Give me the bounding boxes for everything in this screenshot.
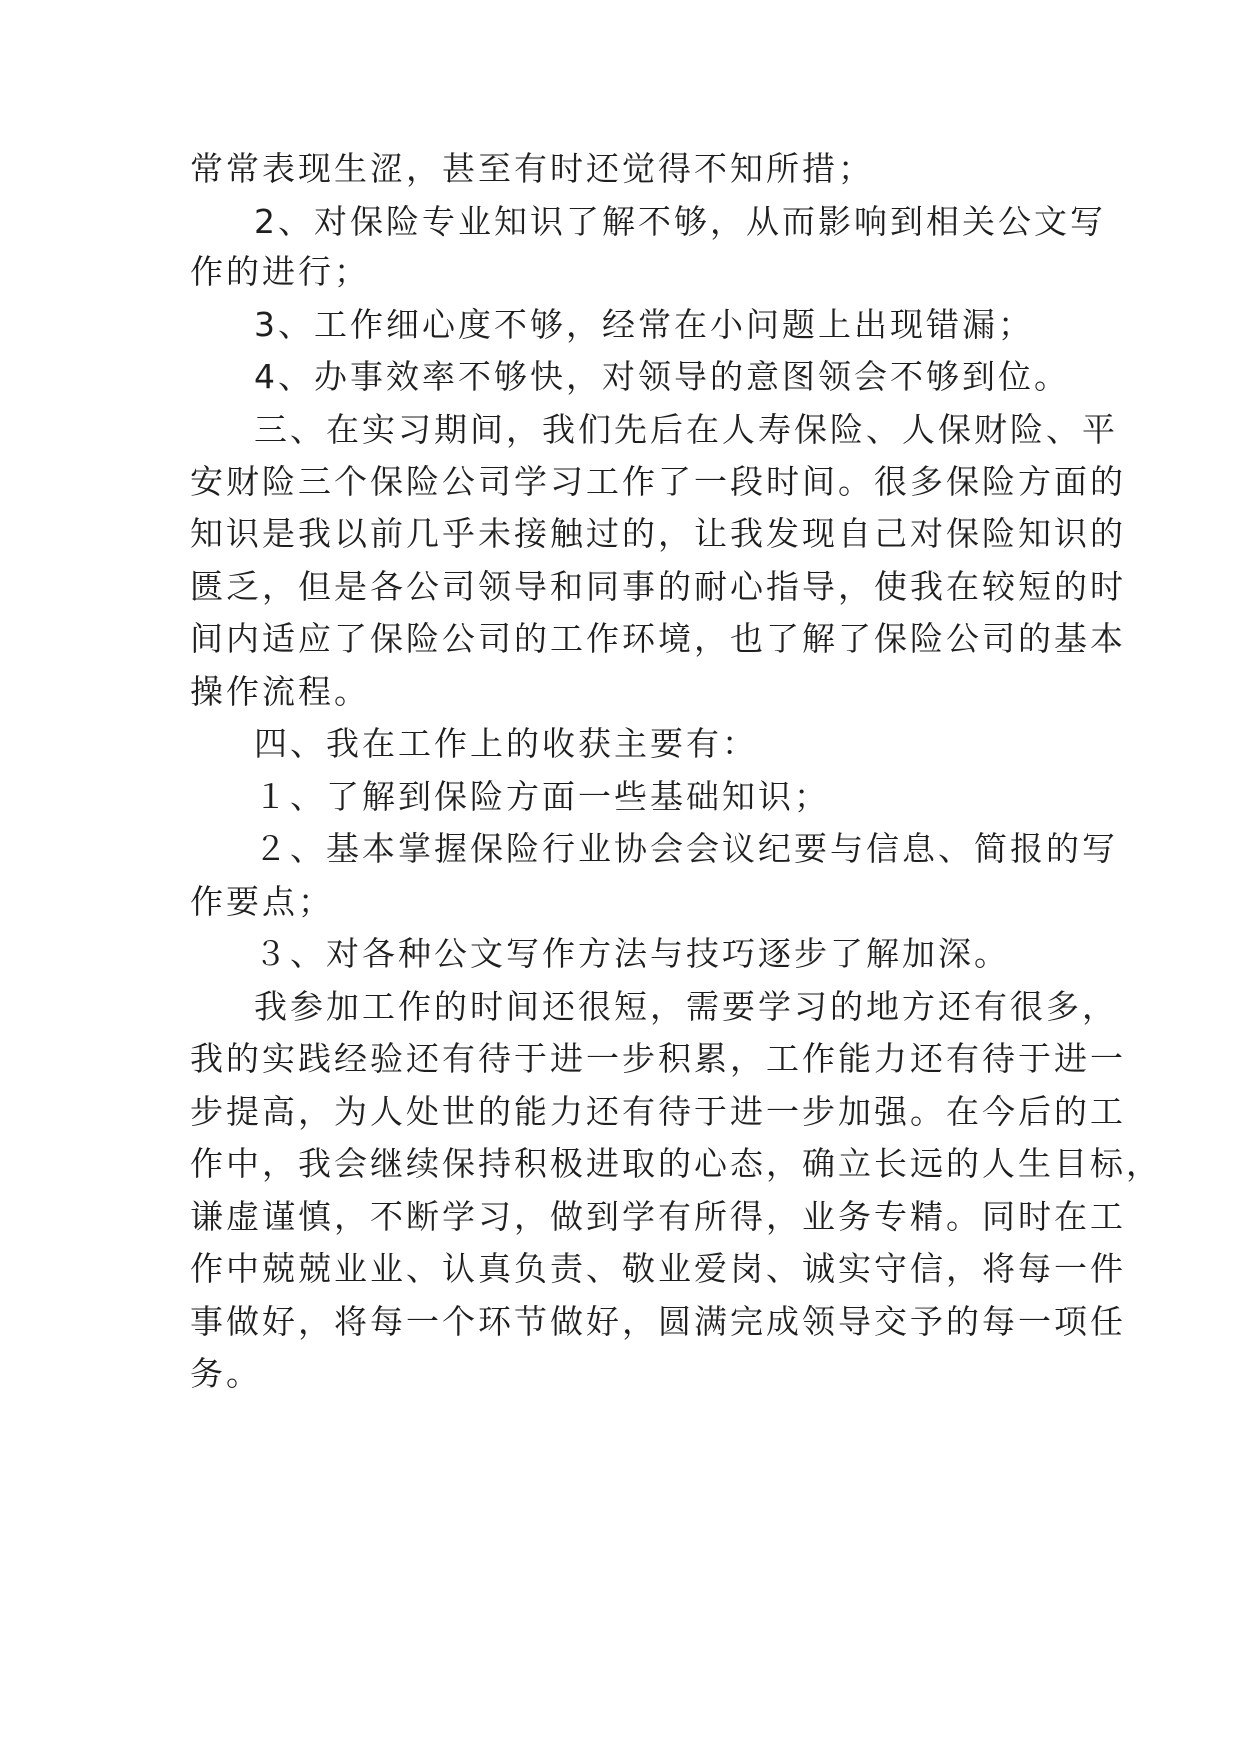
text-line-17: 我参加工作的时间还很短，需要学习的地方还有很多， <box>254 987 1118 1026</box>
text-line-4: 3、工作细心度不够，经常在小问题上出现错漏； <box>254 305 1034 344</box>
text-line-23: 事做好，将每一个环节做好，圆满完成领导交予的每一项任 <box>190 1302 1126 1341</box>
text-line-14: ２、基本掌握保险行业协会会议纪要与信息、简报的写 <box>254 829 1118 868</box>
text-line-10: 间内适应了保险公司的工作环境，也了解了保险公司的基本 <box>190 619 1126 658</box>
text-line-6: 三、在实习期间，我们先后在人寿保险、人保财险、平 <box>254 410 1118 449</box>
text-line-12: 四、我在工作上的收获主要有： <box>254 724 758 763</box>
text-line-22: 作中兢兢业业、认真负责、敬业爱岗、诚实守信，将每一件 <box>190 1249 1126 1288</box>
text-line-1: 常常表现生涩，甚至有时还觉得不知所措； <box>190 149 874 188</box>
text-line-7: 安财险三个保险公司学习工作了一段时间。很多保险方面的 <box>190 462 1126 501</box>
text-line-5: 4、办事效率不够快，对领导的意图领会不够到位。 <box>254 357 1070 396</box>
text-line-11: 操作流程。 <box>190 672 370 711</box>
text-line-21: 谦虚谨慎，不断学习，做到学有所得，业务专精。同时在工 <box>190 1197 1126 1236</box>
text-line-2: 2、对保险专业知识了解不够，从而影响到相关公文写 <box>254 202 1106 241</box>
text-line-20: 作中，我会继续保持积极进取的心态，确立长远的人生目标， <box>190 1144 1162 1183</box>
text-line-19: 步提高，为人处世的能力还有待于进一步加强。在今后的工 <box>190 1092 1126 1131</box>
text-line-15: 作要点； <box>190 882 334 921</box>
text-line-9: 匮乏，但是各公司领导和同事的耐心指导，使我在较短的时 <box>190 567 1126 606</box>
text-line-8: 知识是我以前几乎未接触过的，让我发现自己对保险知识的 <box>190 514 1126 553</box>
text-line-24: 务。 <box>190 1354 262 1393</box>
text-line-16: ３、对各种公文写作方法与技巧逐步了解加深。 <box>254 934 1010 973</box>
text-line-18: 我的实践经验还有待于进一步积累，工作能力还有待于进一 <box>190 1039 1126 1078</box>
text-line-3: 作的进行； <box>190 252 370 291</box>
text-line-13: １、了解到保险方面一些基础知识； <box>254 777 830 816</box>
